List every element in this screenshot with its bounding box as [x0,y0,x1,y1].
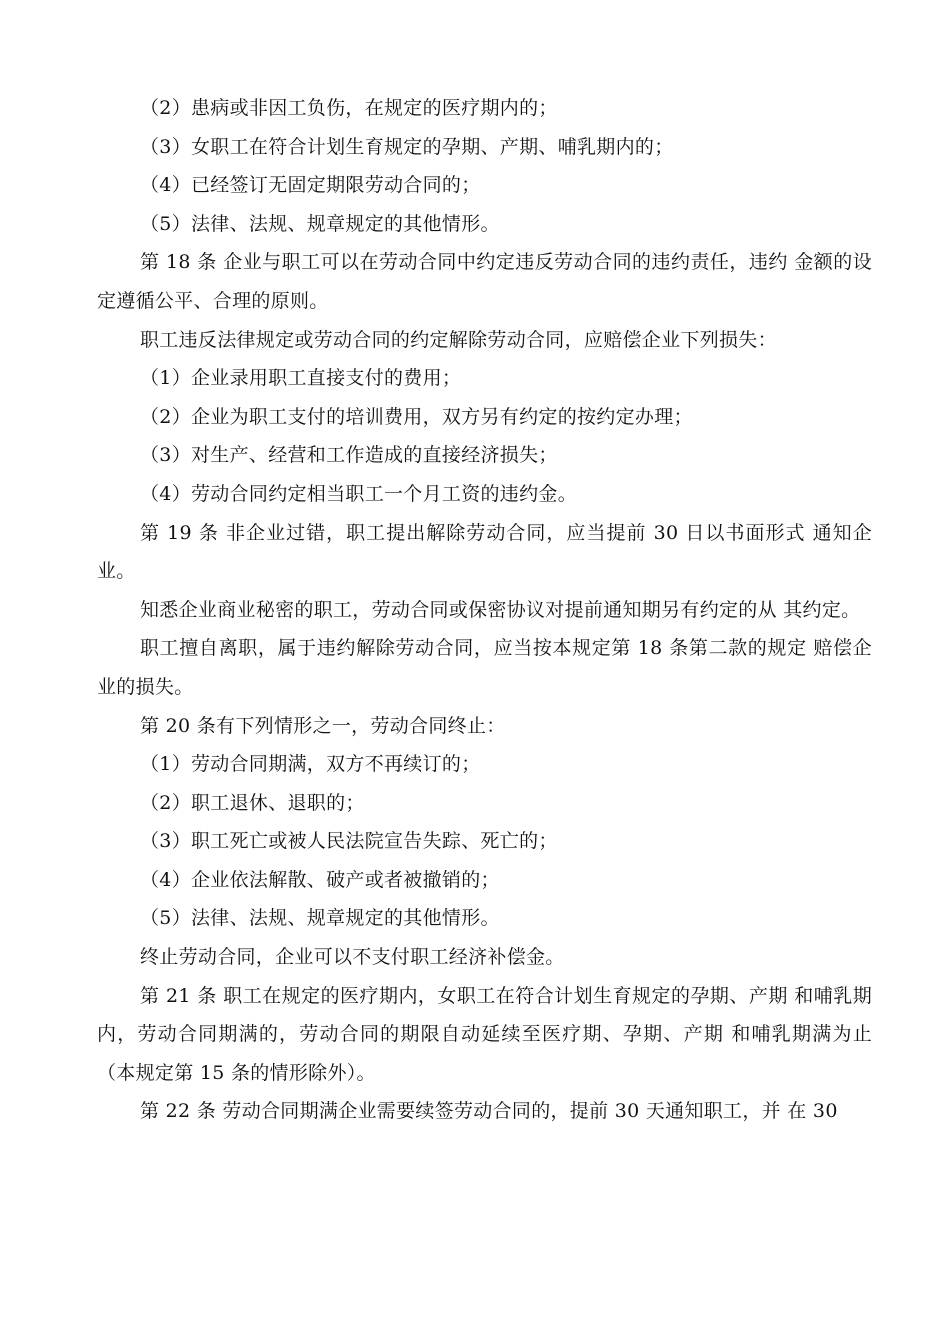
paragraph: 第 21 条 职工在规定的医疗期内，女职工在符合计划生育规定的孕期、产期 和哺乳期内，劳动合同期满的，劳动合同的期限自动延续至医疗期、孕期、产期 和哺乳期满为止（本规定第 15 条的情形除外）。 [97,984,872,1084]
paragraph: （2）职工退休、退职的； [140,791,365,814]
paragraph: （2）患病或非因工负伤，在规定的医疗期内的； [140,97,558,119]
paragraph: 职工擅自离职，属于违约解除劳动合同，应当按本规定第 18 条第二款的规定 赔偿企业的损失。 [97,637,872,698]
paragraph: （3）对生产、经营和工作造成的直接经济损失； [140,444,558,467]
paragraph: （4）已经签订无固定期限劳动合同的； [140,174,481,197]
paragraph: （3）职工死亡或被人民法院宣告失踪、死亡的； [140,830,558,853]
paragraph: （4）企业依法解散、破产或者被撤销的； [140,868,500,891]
paragraph: （5）法律、法规、规章规定的其他情形。 [140,907,500,930]
paragraph: （1）劳动合同期满，双方不再续订的； [140,753,481,776]
paragraph: （4）劳动合同约定相当职工一个月工资的违约金。 [140,482,577,505]
paragraph: （2）企业为职工支付的培训费用，双方另有约定的按约定办理； [140,405,693,428]
paragraph: 第 22 条 劳动合同期满企业需要续签劳动合同的，提前 30 天通知职工，并 在 30 [140,1100,838,1123]
paragraph: 知悉企业商业秘密的职工，劳动合同或保密协议对提前通知期另有约定的从 其约定。 [140,598,861,621]
paragraph: 第 19 条 非企业过错，职工提出解除劳动合同，应当提前 30 日以书面形式 通知企业。 [97,521,872,583]
paragraph: 第 20 条有下列情形之一，劳动合同终止： [140,714,506,737]
paragraph: （3）女职工在符合计划生育规定的孕期、产期、哺乳期内的； [140,135,674,158]
paragraph: （5）法律、法规、规章规定的其他情形。 [140,212,500,235]
document-body [97,89,872,1131]
paragraph: （1）企业录用职工直接支付的费用； [140,367,462,390]
paragraph: 第 18 条 企业与职工可以在劳动合同中约定违反劳动合同的违约责任，违约 金额的设定遵循公平、合理的原则。 [97,251,872,312]
paragraph: 职工违反法律规定或劳动合同的约定解除劳动合同，应赔偿企业下列损失： [140,328,777,351]
paragraph: 终止劳动合同，企业可以不支付职工经济补偿金。 [140,946,565,969]
